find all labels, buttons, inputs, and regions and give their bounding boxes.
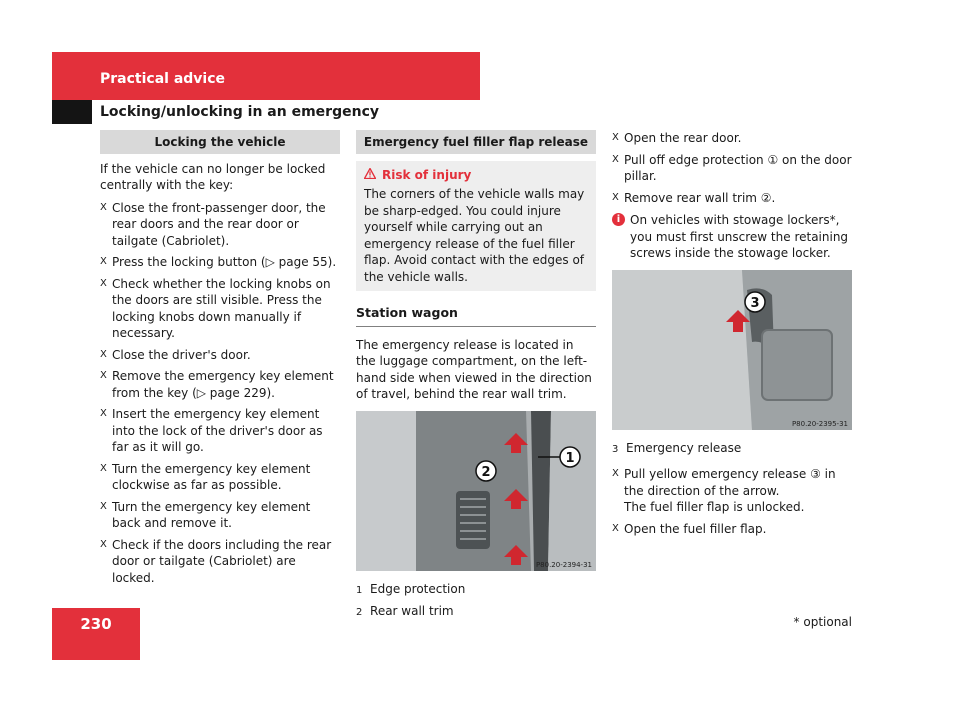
photo-code: P80.20-2394-31 — [535, 560, 592, 569]
heading-station-wagon: Station wagon — [356, 305, 596, 327]
step-item: X Insert the emergency key element into the lock of the driver's door as far as it will go. — [100, 407, 323, 454]
step-item — [100, 368, 340, 401]
page-link[interactable]: Remove the emergency key element from the key (▷ page 229). — [112, 369, 334, 400]
legend-item: 1 Edge protection — [356, 581, 466, 596]
legend-item: 3 Emergency release — [612, 440, 742, 455]
legend-number: 2 — [356, 607, 363, 618]
step-arrow-icon: X — [100, 500, 107, 512]
header-black-tab — [52, 100, 92, 124]
warning-text: The corners of the vehicle walls may be sharp-edged. You could injure yourself while carrying out an emergency release of the fuel filler flap. Avoid contact with the edges of the vehicle walls. — [364, 187, 585, 284]
step-arrow-icon: X — [100, 462, 107, 474]
step-item: X Pull off edge protection ① on the door pillar. — [612, 152, 852, 183]
step-item: X Close the front-passenger door, the rear doors and the rear door or tailgate (Cabriolet). — [100, 200, 326, 248]
step-arrow-icon: X — [612, 468, 619, 479]
photo-label-3: 3 — [750, 295, 760, 311]
step-arrow-icon: X — [612, 522, 619, 534]
heading-locking-vehicle: Locking the vehicle — [100, 130, 340, 154]
station-text: The emergency release is located in the luggage compartment, on the left-hand side when viewed in the direction of travel, behind the rear wall trim. — [356, 337, 592, 401]
info-note: i On vehicles with stowage lockers*, you must first unscrew the retaining screws inside the stowage locker. — [612, 212, 852, 262]
photo-rear-wall-trim — [356, 411, 596, 571]
step-item: X Turn the emergency key element clockwise as far as possible. — [100, 461, 311, 492]
page-link[interactable]: Press the locking button (▷ page 55). — [112, 255, 337, 269]
step-item: X Remove rear wall trim ②. — [612, 190, 776, 205]
step-item: X Close the driver's door. — [100, 347, 251, 362]
step-arrow-icon: X — [100, 348, 107, 360]
page-title: Locking/unlocking in an emergency — [100, 104, 379, 120]
step-arrow-icon: X — [612, 153, 619, 165]
footnote: * optional — [793, 615, 852, 629]
step-arrow-icon: X — [100, 408, 107, 419]
column-locking — [100, 130, 340, 591]
column-fuel-flap — [356, 130, 596, 626]
section-title: Practical advice — [100, 71, 226, 87]
step-arrow-icon: X — [612, 191, 619, 203]
legend-number: 1 — [356, 584, 363, 596]
heading-fuel-filler-release: Emergency fuel filler flap release — [356, 130, 596, 154]
step-item: X Open the fuel filler flap. — [612, 521, 767, 536]
page-number: 230 — [80, 615, 112, 633]
step-item: X Turn the emergency key element back and remove it. — [100, 499, 311, 530]
photo-label-1: 1 — [565, 450, 575, 466]
warning-triangle-icon — [364, 167, 376, 184]
step-arrow-icon: X — [100, 370, 107, 381]
result-text: The fuel filler flap is unlocked. — [624, 500, 805, 514]
warning-title: Risk of injury — [364, 167, 588, 184]
step-arrow-icon: X — [100, 277, 107, 289]
step-item: X Check if the doors including the rear door or tailgate (Cabriolet) are locked. — [100, 537, 332, 585]
info-icon: i — [612, 213, 625, 226]
step-item: X Open the rear door. — [612, 131, 742, 145]
step-arrow-icon: X — [612, 132, 619, 143]
warning-box — [356, 161, 596, 292]
photo-label-2: 2 — [481, 464, 491, 480]
photo-emergency-release — [612, 270, 852, 430]
intro-text: If the vehicle can no longer be locked centrally with the key: — [100, 161, 326, 192]
photo-code: P80.20-2395-31 — [791, 419, 848, 428]
legend-item: 2 Rear wall trim — [356, 604, 454, 618]
step-item — [100, 254, 340, 271]
column-release-steps — [612, 130, 852, 542]
step-arrow-icon: X — [100, 201, 107, 213]
legend-number: 3 — [612, 443, 619, 455]
step-item: X Check whether the locking knobs on the doors are still visible. Press the locking knobs down manually if necessary. — [100, 276, 331, 340]
step-arrow-icon: X — [100, 538, 107, 550]
step-arrow-icon: X — [100, 256, 107, 267]
step-item: X Pull yellow emergency release ③ in the direction of the arrow. The fuel filler flap is unlocked. — [612, 467, 836, 514]
